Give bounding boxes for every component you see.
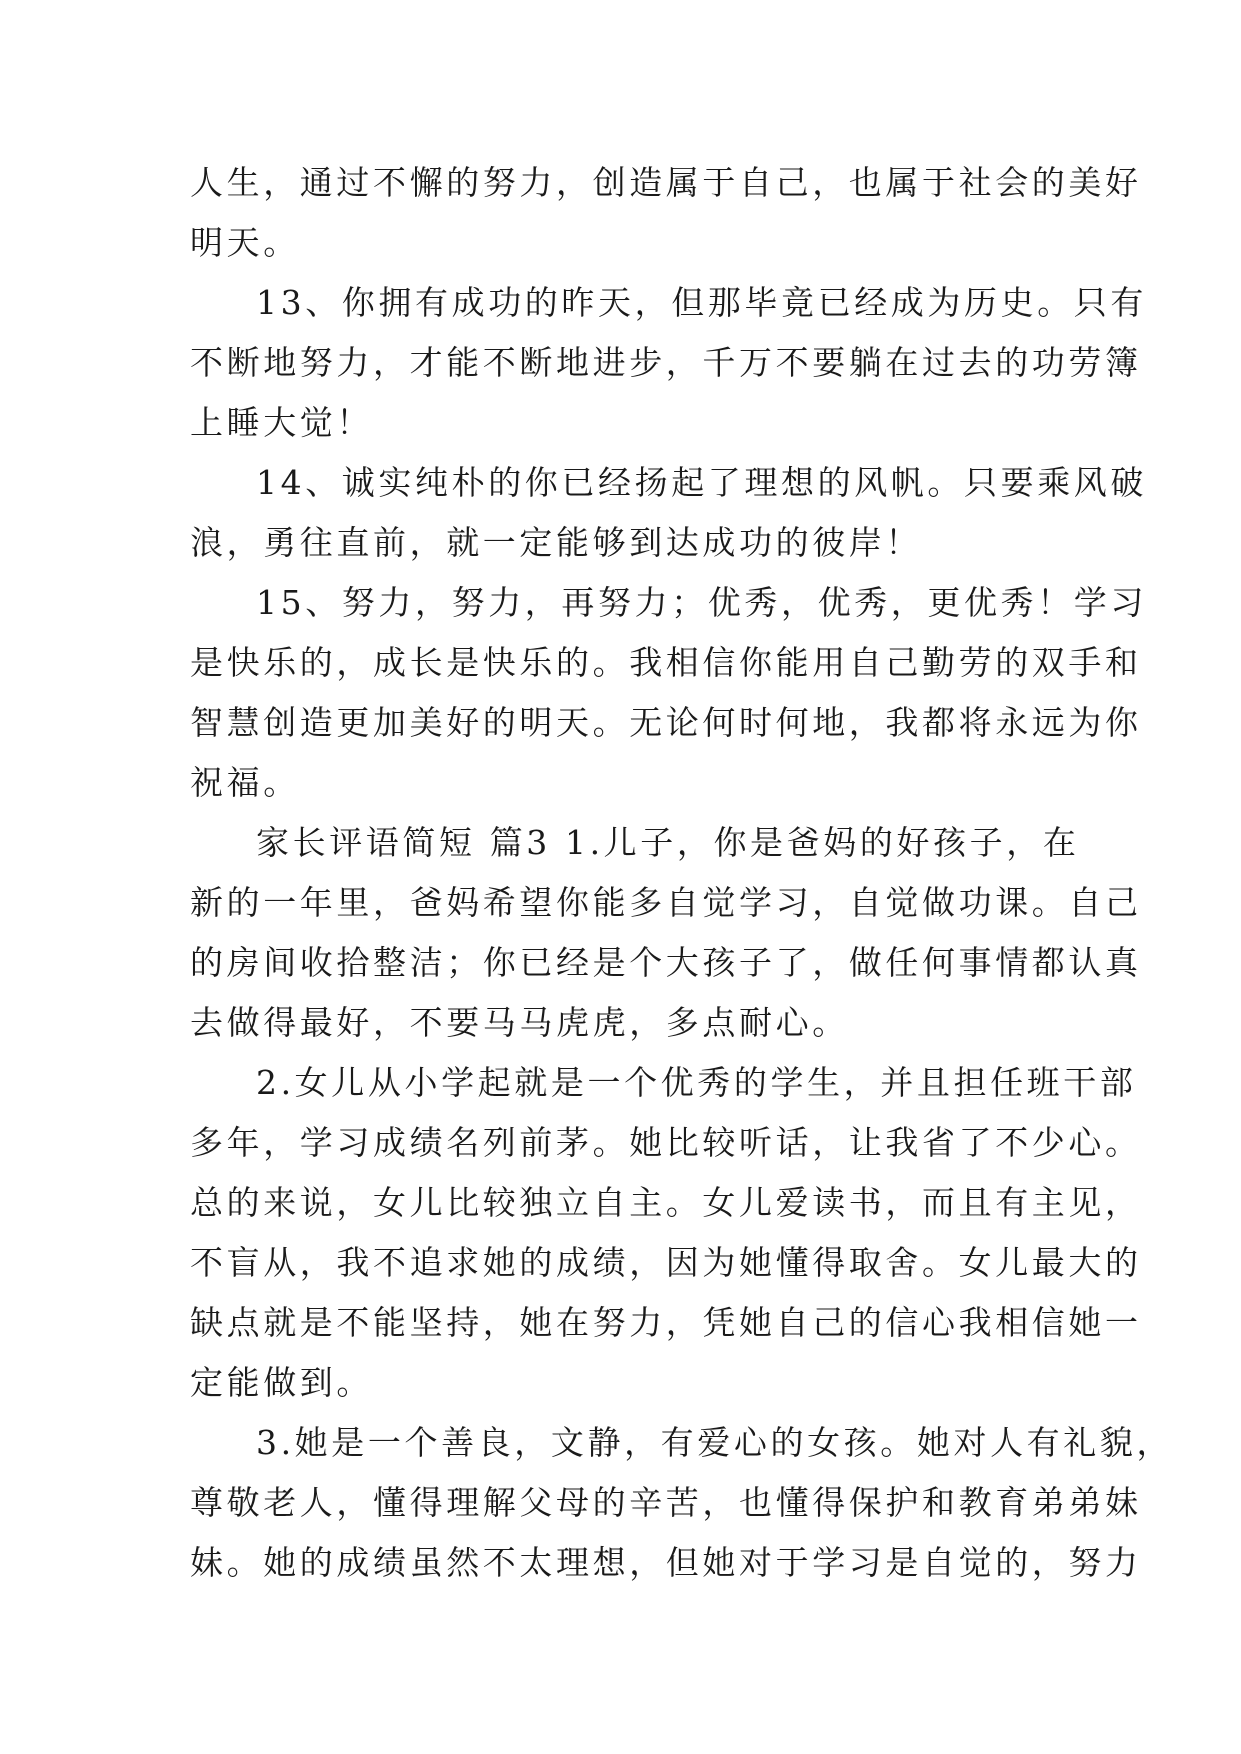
text-line: 总的来说，女儿比较独立自主。女儿爱读书，而且有主见， (190, 1183, 1142, 1222)
text-line: 不盲从，我不追求她的成绩，因为她懂得取舍。女儿最大的 (190, 1243, 1142, 1282)
text-line: 浪，勇往直前，就一定能够到达成功的彼岸！ (190, 523, 922, 562)
text-line: 明天。 (190, 223, 300, 262)
text-line: 祝福。 (190, 763, 300, 802)
text-line: 去做得最好，不要马马虎虎，多点耐心。 (190, 1003, 849, 1042)
text-line: 智慧创造更加美好的明天。无论何时何地，我都将永远为你 (190, 703, 1142, 742)
text-line: 是快乐的，成长是快乐的。我相信你能用自己勤劳的双手和 (190, 643, 1142, 682)
text-line: 新的一年里，爸妈希望你能多自觉学习，自觉做功课。自己 (190, 883, 1142, 922)
section-heading-line: 家长评语简短 篇3 1.儿子，你是爸妈的好孩子，在 (256, 823, 1080, 862)
text-line: 定能做到。 (190, 1363, 373, 1402)
text-line: 3.她是一个善良，文静，有爱心的女孩。她对人有礼貌， (256, 1423, 1174, 1462)
text-line: 人生，通过不懈的努力，创造属于自己，也属于社会的美好 (190, 163, 1142, 202)
text-line: 尊敬老人，懂得理解父母的辛苦，也懂得保护和教育弟弟妹 (190, 1483, 1142, 1522)
text-line: 上睡大觉！ (190, 403, 373, 442)
text-line: 不断地努力，才能不断地进步，千万不要躺在过去的功劳簿 (190, 343, 1142, 382)
text-line: 缺点就是不能坚持，她在努力，凭她自己的信心我相信她一 (190, 1303, 1142, 1342)
text-line: 2.女儿从小学起就是一个优秀的学生，并且担任班干部 (256, 1063, 1137, 1102)
text-line: 14、诚实纯朴的你已经扬起了理想的风帆。只要乘风破 (256, 463, 1147, 502)
text-line: 的房间收拾整洁；你已经是个大孩子了，做任何事情都认真 (190, 943, 1142, 982)
text-line: 15、努力，努力，再努力；优秀，优秀，更优秀！学习 (256, 583, 1147, 622)
text-line: 13、你拥有成功的昨天，但那毕竟已经成为历史。只有 (256, 283, 1147, 322)
text-line: 多年，学习成绩名列前茅。她比较听话，让我省了不少心。 (190, 1123, 1142, 1162)
text-line: 妹。她的成绩虽然不太理想，但她对于学习是自觉的，努力 (190, 1543, 1142, 1582)
